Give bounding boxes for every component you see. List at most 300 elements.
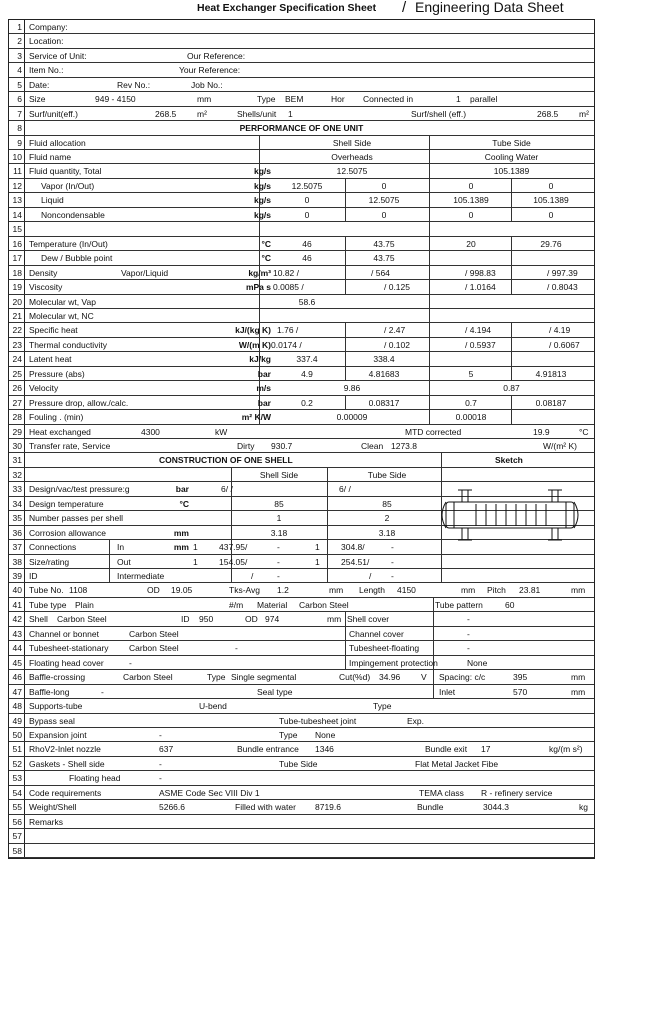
cell-i: mm	[571, 686, 586, 697]
cell-s2: 12.5075	[368, 195, 400, 206]
cell-b: Shell Side	[332, 137, 372, 148]
cell-t1: 0.7	[465, 397, 477, 408]
cell-c: 930.7	[271, 441, 293, 451]
row-number: 28	[9, 410, 25, 423]
cell-b: -	[235, 643, 238, 654]
column-divider	[345, 193, 346, 206]
row-number: 45	[9, 656, 25, 669]
row-number: 44	[9, 641, 25, 654]
cell-a: Weight/Shell	[29, 802, 77, 813]
cell-s2: 338.4	[373, 354, 395, 365]
cell-h: 570	[513, 686, 528, 697]
cell-b: Type	[207, 672, 226, 683]
cell-b: Sketch	[495, 455, 523, 466]
cell-c: m²	[197, 108, 207, 119]
row-number: 12	[9, 179, 25, 192]
cell-e: 1	[288, 108, 293, 119]
cell-s2: 43.75	[373, 253, 395, 264]
column-divider	[429, 193, 430, 206]
row-number: 42	[9, 612, 25, 625]
table-row	[9, 786, 594, 800]
row-number: 29	[9, 425, 25, 438]
cell-s1: 0	[304, 209, 310, 220]
cell-a: Noncondensable	[41, 209, 105, 220]
row-number: 8	[9, 121, 25, 134]
cell-t1: 0	[468, 180, 474, 191]
cell-b: 12.5075	[336, 166, 368, 177]
cell-a: Specific heat	[29, 325, 78, 336]
row-number: 34	[9, 497, 25, 510]
column-divider	[511, 179, 512, 192]
column-divider	[429, 295, 430, 308]
cell-a: Molecular wt, Vap	[29, 296, 96, 307]
cell-c: mm	[197, 94, 212, 105]
row-number: 1	[9, 20, 25, 33]
table-row	[9, 136, 594, 150]
cell-a: Gaskets - Shell side	[29, 758, 105, 769]
table-row	[9, 410, 594, 424]
cell-t2: / 0.8043	[547, 282, 578, 293]
cell-t1: / 1.0164	[465, 282, 496, 293]
cell-a: Tubesheet-stationary	[29, 643, 109, 654]
row-number: 48	[9, 699, 25, 712]
cell-t1: / 998.83	[465, 267, 496, 278]
table-row	[9, 728, 594, 742]
cell-a: Velocity	[29, 383, 59, 394]
cell-e: 34.96	[379, 672, 401, 683]
cell-d: Bundle exit	[425, 744, 468, 755]
cell-a: Pressure drop, allow./calc.	[29, 397, 129, 408]
cell-s2: 437.95/	[219, 542, 248, 553]
cell-a: Transfer rate, Service	[29, 441, 111, 451]
row-number: 6	[9, 92, 25, 105]
cell-b: Out	[117, 556, 131, 567]
table-row	[9, 699, 594, 713]
column-divider	[511, 251, 512, 264]
column-divider	[345, 656, 346, 669]
row-number: 22	[9, 323, 25, 336]
cell-b: Type	[279, 729, 298, 740]
cell-t1: 0	[468, 209, 474, 220]
column-divider	[429, 266, 430, 279]
table-row	[9, 439, 594, 453]
table-row	[9, 193, 594, 207]
cell-a: Fluid name	[29, 152, 72, 163]
sheet-title: Heat Exchanger Specification Sheet	[197, 2, 377, 14]
column-divider	[345, 396, 346, 409]
cell-c: 8719.6	[315, 802, 341, 813]
cell-a1: -	[129, 657, 132, 668]
cell-s3: -	[277, 571, 280, 582]
column-divider	[433, 670, 434, 683]
table-row	[9, 338, 594, 352]
column-divider	[109, 540, 110, 553]
cell-a1: 637	[159, 744, 174, 755]
cell-i: mm	[461, 585, 476, 596]
cell-s2: 0	[381, 209, 387, 220]
cell-c: Flat Metal Jacket Fibe	[415, 758, 499, 769]
cell-a: Temperature (In/Out)	[29, 238, 108, 249]
table-row	[9, 583, 594, 597]
column-divider	[345, 612, 346, 625]
cell-g: 268.5	[537, 108, 559, 119]
cell-e: 19.9	[533, 426, 550, 437]
cell-b: 4300	[141, 426, 160, 437]
row-number: 38	[9, 555, 25, 568]
column-divider	[433, 641, 434, 654]
cell-t2: / 0.6067	[549, 339, 580, 350]
row-number: 55	[9, 800, 25, 813]
cell-a: Tube type	[29, 599, 67, 610]
cell-b: TEMA class	[419, 787, 464, 798]
column-divider	[231, 569, 232, 582]
cell-a: Baffle-long	[29, 686, 70, 697]
cell-a: Item No.:	[29, 65, 64, 76]
table-row	[9, 453, 594, 467]
cell-f: 60	[505, 599, 515, 610]
table-row	[9, 381, 594, 395]
column-divider	[429, 352, 430, 365]
cell-c: 950	[199, 614, 214, 625]
cell-f: kg	[579, 802, 588, 813]
cell-s: 58.6	[298, 296, 316, 307]
cell-a: Surf/unit(eff.)	[29, 108, 78, 119]
row-number: 46	[9, 670, 25, 683]
table-row	[9, 280, 594, 294]
cell-a1: Carbon Steel	[123, 672, 173, 683]
cell-s3: -	[277, 556, 280, 567]
table-row	[9, 63, 594, 77]
cell-f: Hor	[331, 94, 345, 105]
column-divider	[327, 497, 328, 510]
column-divider	[345, 627, 346, 640]
row-number: 21	[9, 309, 25, 322]
cell-a: ID	[29, 571, 38, 582]
row-number: 5	[9, 78, 25, 91]
cell-t1: 105.1389	[453, 195, 489, 206]
cell-l: mm	[571, 585, 586, 596]
column-divider	[429, 222, 430, 235]
cell-c: 19.05	[171, 585, 193, 596]
cell-a1: Carbon Steel	[129, 643, 179, 654]
cell-a: Liquid	[41, 195, 64, 206]
cell-a: Thermal conductivity	[29, 339, 107, 350]
cell-t: 6/ /	[339, 484, 351, 495]
cell-s2: / 0.102	[384, 339, 410, 350]
cell-b: Seal type	[257, 686, 293, 697]
cell-u: kg/m³	[248, 267, 271, 278]
table-row	[9, 251, 594, 265]
cell-u: kg/s	[253, 180, 271, 191]
cell-t2: 304.8/	[341, 542, 365, 553]
cell-a: Service of Unit:	[29, 50, 87, 61]
row-number: 50	[9, 728, 25, 741]
cell-u: mm	[173, 527, 189, 538]
column-divider	[441, 453, 442, 466]
row-number: 49	[9, 714, 25, 727]
row-number: 57	[9, 829, 25, 842]
column-divider	[429, 280, 430, 293]
cell-e: 3044.3	[483, 802, 509, 813]
column-divider	[327, 511, 328, 524]
cell-t1: 20	[466, 238, 476, 249]
cell-s2: /	[251, 571, 254, 582]
row-number: 23	[9, 338, 25, 351]
cell-b: In	[117, 542, 125, 553]
cell-t1: 1	[315, 556, 320, 567]
cell-t: 85	[382, 498, 392, 509]
column-divider	[327, 482, 328, 495]
row-number: 9	[9, 136, 25, 149]
cell-s1: 0.2	[301, 397, 313, 408]
cell-a1: Carbon Steel	[129, 628, 179, 639]
cell-c: Type	[373, 701, 392, 712]
cell-b: Bundle entrance	[237, 744, 299, 755]
row-number: 15	[9, 222, 25, 235]
cell-s: 3.18	[270, 527, 288, 538]
column-divider	[511, 266, 512, 279]
cell-k: 23.81	[519, 585, 541, 596]
cell-u: bar	[257, 397, 271, 408]
table-row	[9, 266, 594, 280]
cell-a: Floating head	[69, 773, 121, 784]
cell-a: Tube No.	[29, 585, 64, 596]
cell-a: Remarks	[29, 816, 64, 827]
cell-h: 395	[513, 672, 528, 683]
column-divider	[511, 352, 512, 365]
table-row	[9, 641, 594, 655]
row-number: 37	[9, 540, 25, 553]
column-divider	[345, 251, 346, 264]
column-divider	[511, 323, 512, 336]
cell-s1: 0.0174 /	[271, 339, 302, 350]
column-divider	[345, 323, 346, 336]
column-divider	[327, 526, 328, 539]
column-divider	[429, 208, 430, 221]
column-divider	[429, 309, 430, 322]
cell-a1: Plain	[75, 599, 94, 610]
cell-a: Expansion joint	[29, 729, 87, 740]
cell-u: m/s	[256, 383, 271, 394]
cell-a1: ASME Code Sec VIII Div 1	[159, 787, 260, 798]
cell-s1: 10.82 /	[273, 267, 299, 278]
cell-g: Spacing: c/c	[439, 672, 486, 683]
cell-a1: -	[159, 758, 162, 769]
exchanger-sketch	[436, 482, 584, 546]
cell-d: Cut(%d)	[339, 672, 371, 683]
row-number: 36	[9, 526, 25, 539]
cell-h: m²	[579, 108, 589, 119]
column-divider	[345, 338, 346, 351]
column-divider	[327, 569, 328, 582]
column-divider	[327, 468, 328, 481]
cell-b: Filled with water	[235, 802, 296, 813]
cell-t2: 29.76	[540, 238, 562, 249]
cell-b: #/m	[229, 599, 244, 610]
table-row	[9, 367, 594, 381]
row-number: 18	[9, 266, 25, 279]
cell-t1: 5	[468, 368, 474, 379]
row-number: 32	[9, 468, 25, 481]
column-divider	[345, 641, 346, 654]
row-number: 58	[9, 844, 25, 857]
cell-t2: 4.91813	[535, 368, 567, 379]
cell-h: 1	[456, 94, 461, 105]
row-number: 27	[9, 396, 25, 409]
column-divider	[327, 555, 328, 568]
column-divider	[441, 468, 442, 481]
cell-s3: -	[277, 542, 280, 553]
table-row	[9, 815, 594, 829]
cell-a: Fluid quantity, Total	[29, 166, 102, 177]
cell-t: 2	[384, 513, 390, 524]
cell-t: 0.00018	[455, 412, 487, 423]
cell-b: Intermediate	[117, 571, 165, 582]
table-row	[9, 425, 594, 439]
cell-b: Your Reference:	[179, 65, 241, 76]
title-bar	[0, 0, 664, 16]
cell-e: 1273.8	[391, 441, 417, 451]
cell-s1: 0.0085 /	[273, 282, 304, 293]
row-number: 26	[9, 381, 25, 394]
table-row	[9, 555, 594, 569]
column-divider	[433, 598, 434, 611]
cell-s: 85	[274, 498, 284, 509]
cell-e: 974	[265, 614, 280, 625]
cell-u: kJ/kg	[249, 354, 271, 365]
row-number: 39	[9, 569, 25, 582]
cell-c: 1346	[315, 744, 334, 755]
cell-g: Shell cover	[347, 614, 390, 625]
cell-f: °C	[579, 426, 589, 437]
column-divider	[511, 280, 512, 293]
cell-b: Our Reference:	[187, 50, 246, 61]
table-row	[9, 714, 594, 728]
table-row	[9, 309, 594, 323]
cell-f: V	[421, 672, 427, 683]
cell-a: Location:	[29, 36, 64, 47]
table-row	[9, 598, 594, 612]
cell-d: OD	[245, 614, 258, 625]
cell-g: Length	[359, 585, 385, 596]
cell-a: Baffle-crossing	[29, 672, 86, 683]
cell-a: Latent heat	[29, 354, 72, 365]
cell-d: Carbon Steel	[299, 599, 349, 610]
cell-a1: 5266.6	[159, 802, 185, 813]
cell-c: Material	[257, 599, 288, 610]
cell-d: Clean	[361, 441, 384, 451]
cell-a: RhoV2-Inlet nozzle	[29, 744, 101, 755]
column-divider	[511, 237, 512, 250]
table-row	[9, 468, 594, 482]
cell-t2: / 997.39	[547, 267, 578, 278]
cell-b: U-bend	[199, 701, 227, 712]
column-divider	[429, 179, 430, 192]
table-row	[9, 121, 594, 135]
cell-c: Single segmental	[231, 672, 297, 683]
cell-s1: 46	[302, 238, 312, 249]
cell-t2: / 4.19	[549, 325, 571, 336]
cell-a: Code requirements	[29, 787, 102, 798]
cell-g: Connected in	[363, 94, 414, 105]
cell-a: Density	[29, 267, 58, 278]
spec-table	[8, 19, 595, 859]
cell-s2: / 2.47	[384, 325, 406, 336]
table-row	[9, 757, 594, 771]
column-divider	[511, 367, 512, 380]
column-divider	[109, 569, 110, 582]
table-row	[9, 800, 594, 814]
cell-i: mm	[571, 672, 586, 683]
row-number: 43	[9, 627, 25, 640]
table-row	[9, 150, 594, 164]
cell-u: kg/s	[253, 209, 271, 220]
cell-s2: 0	[381, 180, 387, 191]
cell-b: Dirty	[237, 441, 255, 451]
cell-i: parallel	[470, 94, 498, 105]
cell-a: Size	[29, 94, 46, 105]
cell-e: 17	[481, 744, 491, 755]
cell-c: None	[315, 729, 336, 740]
table-row	[9, 396, 594, 410]
cell-d: Tks-Avg	[229, 585, 261, 596]
table-row	[9, 78, 594, 92]
column-divider	[511, 396, 512, 409]
cell-f: W/(m² K)	[543, 441, 577, 451]
cell-d: MTD corrected	[405, 426, 462, 437]
table-row	[9, 656, 594, 670]
cell-a1: -	[159, 729, 162, 740]
cell-d: Bundle	[417, 802, 444, 813]
column-divider	[345, 266, 346, 279]
cell-u: m² K/W	[241, 412, 271, 423]
cell-b: Tube-tubesheet joint	[279, 715, 357, 726]
table-row	[9, 569, 594, 583]
row-number: 35	[9, 511, 25, 524]
cell-s1: 1	[193, 542, 198, 553]
column-divider	[511, 338, 512, 351]
column-divider	[429, 251, 430, 264]
cell-t2: 105.1389	[533, 195, 569, 206]
cell-a1: -	[101, 686, 104, 697]
cell-c: R - refinery service	[481, 787, 553, 798]
cell-t2: 0	[548, 180, 554, 191]
column-divider	[345, 208, 346, 221]
table-row	[9, 627, 594, 641]
row-number: 47	[9, 685, 25, 698]
cell-t3: -	[391, 542, 394, 553]
cell-u: mm	[173, 542, 189, 553]
cell-b: 949 - 4150	[95, 94, 136, 105]
table-row	[9, 612, 594, 626]
cell-s2: / 0.125	[384, 282, 410, 293]
cell-t2: 0	[548, 209, 554, 220]
column-divider	[345, 237, 346, 250]
cell-a1: 1108	[69, 585, 88, 596]
cell-e: 1.2	[277, 585, 289, 596]
table-row	[9, 92, 594, 106]
table-row	[9, 670, 594, 684]
cell-a: Bypass seal	[29, 715, 75, 726]
cell-s2: 154.05/	[219, 556, 248, 567]
row-number: 25	[9, 367, 25, 380]
column-divider	[259, 222, 260, 235]
cell-u: bar	[257, 368, 271, 379]
cell-h: -	[467, 643, 470, 654]
table-row	[9, 107, 594, 121]
row-number: 24	[9, 352, 25, 365]
table-row	[9, 742, 594, 756]
